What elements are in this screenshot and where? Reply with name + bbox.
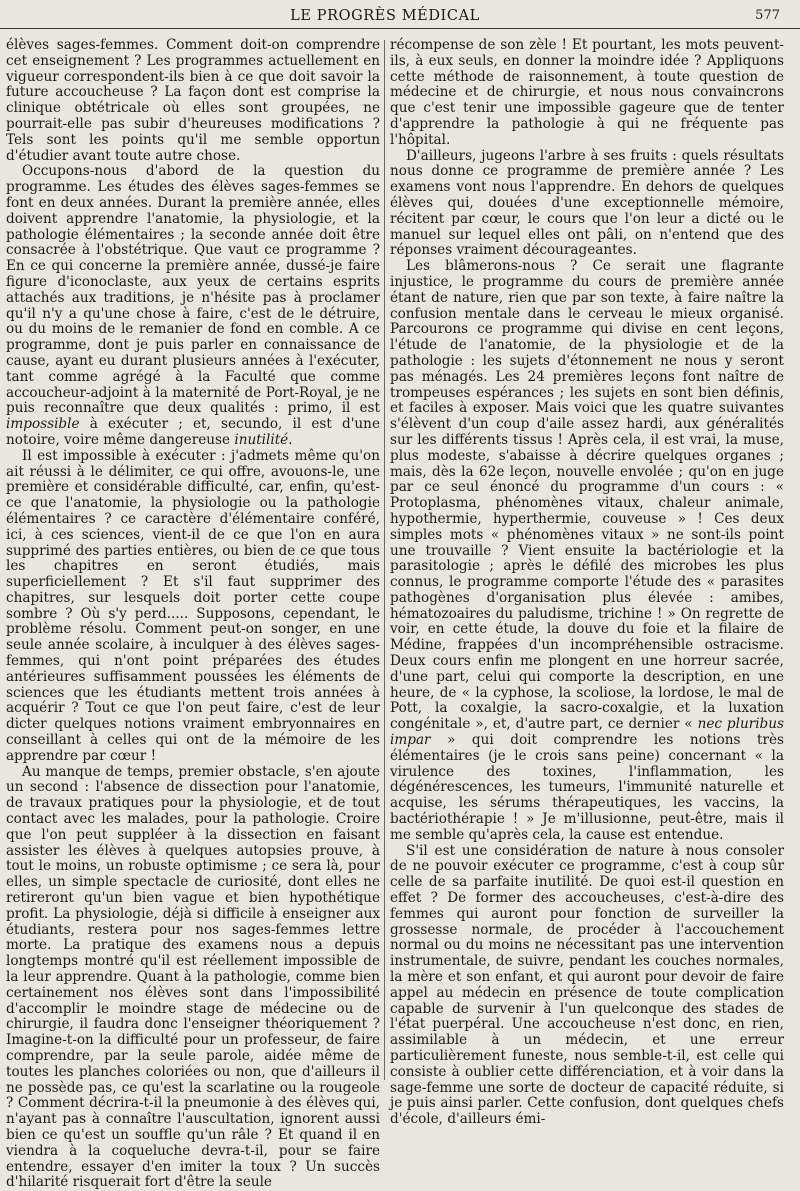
paragraph [6, 164, 380, 448]
paragraph [390, 844, 784, 1128]
page-number: 577 [755, 8, 780, 23]
text-run: Occupons-nous d'abord de la question du programme. Les études des élèves sages-femmes se font en deux années. Durant la première année, elles doivent apprendre l'anatomie, la physiologie, et la pathologie élémentaires ; la seconde année doit être consacrée à l'obstétrique. Que vaut ce programme ? En ce qui concerne la première année, dussé-je faire figure d'iconoclaste, aux yeux de certains esprits attachés aux traditions, je n'hésite pas à proclamer qu'il n'y a qu'une chose à faire, c'est de le détruire, ou du moins de le remanier de fond en comble. A ce programme, dont je puis parler en connaissance de cause, ayant eu durant plusieurs années à l'exécuter, tant comme agrégé à la Faculté que comme accoucheur-adjoint à la maternité de Port-Royal, je ne puis reconnaître que deux qualités : primo, il est [6, 163, 380, 417]
header-rule [0, 28, 800, 29]
paragraph [390, 38, 784, 149]
text-run: Il est impossible à exécuter : j'admets même qu'on ait réussi à le délimiter, ce qui offre, avouons-le, une première et considérable difficulté, car, enfin, qu'est-ce que l'anatomie, la physiologie ou la pathologie élémentaires ? ce caractère d'élémentaire conféré, ici, à ces sciences, vient-il de ce que l'on en aura supprimé des parties entières, ou bien de ce que tous les chapitres en seront étudiés, mais superficiellement ? Et s'il faut supprimer des chapitres, sur lesquels doit porter cette coupe sombre ? Où s'y perd..... Supposons, cependant, le problème résolu. Comment peut-on songer, en une seule année scolaire, à inculquer à des élèves sages-femmes, qui n'ont point préparées des études antérieures suffisamment poussées les éléments de sciences que les étudiants mettent trois années à acquérir ? Tout ce que l'on peut faire, c'est de leur dicter quelques notions vraiment embryonnaires en conseillant à celles qui ont de la mémoire de les apprendre par cœur ! [6, 447, 380, 764]
text-run: Au manque de temps, premier obstacle, s'en ajoute un second : l'absence de dissection pour l'anatomie, de travaux pratiques pour la physiologie, et de tout contact avec les malades, pour la pathologie. Croire que l'on peut suppléer à la dissection en faisant assister les élèves à quelques autopsies prouve, à tout le moins, un robuste optimisme ; ce sera là, pour elles, un simple spectacle de curiosité, dont elles ne retireront qu'un bien vague et bien hypothétique profit. La physiologie, déjà si difficile à enseigner aux étudiants, restera pour nos sages-femmes lettre morte. La pratique des examens nous a depuis longtemps montré qu'il est réellement impossible de la leur apprendre. Quant à la pathologie, comme bien certainement nos élèves sont dans l'impossibilité d'accomplir le moindre stage de médecine ou de chirurgie, il faudra donc l'enseigner théoriquement ? Imagine-t-on la difficulté pour un professeur, de faire comprendre, par la seule parole, aidée même de toutes les planches coloriées ou non, que d'ailleurs il ne possède pas, ce qu'est la scarlatine ou la rougeole ? Comment décrira-t-il la pneumonie à des élèves qui, n'ayant pas à connaître l'auscultation, ignorent aussi bien ce qu'est un souffle qu'un râle ? Et quand il en viendra à la coqueluche devra-t-il, pour se faire entendre, essayer d'en imiter la toux ? Un succès d'hilarité risquerait fort d'être la seule [6, 763, 380, 1191]
text-run: . [288, 431, 293, 448]
right-column [390, 37, 784, 1128]
text-run: D'ailleurs, jugeons l'arbre à ses fruits : quels résultats nous donne ce programme de première année ? Les examens vont nous l'apprendre. En dehors de quelques élèves qui, douées d'une exceptionnelle mémoire, récitent par cœur, le cours que l'on leur a dicté ou le manuel sur lequel elles ont pâli, on n'entend que des réponses vraiment décourageantes. [390, 147, 784, 259]
paragraph [6, 765, 380, 1191]
text-run: élèves sages-femmes. Comment doit-on comprendre cet enseignement ? Les programmes actuellement en vigueur correspondent-ils bien à ce que doit savoir la future accoucheuse ? La façon dont est comprise la clinique obtétricale où elles sont groupées, ne pourrait-elle pas subir d'heureuses modifications ? Tels sont les points qu'il me semble opportun d'étudier avant toute autre chose. [6, 37, 380, 164]
text-run: à exécuter ; et, secundo, il est d'une notoire, voire même dangereuse [6, 416, 380, 448]
text-run: » qui doit comprendre les notions très élémentaires (je le crois sans peine) concernant « la virulence des toxines, l'inflammation, les dégénérescences, les tumeurs, l'immunité naturelle et acquise, les sérums thérapeutiques, les vaccins, la bactériothérapie ! » Je m'illusionne, peut-être, mais il me semble qu'après cela, la cause est entendue. [390, 732, 784, 843]
text-run: Les blâmerons-nous ? Ce serait une flagrante injustice, le programme du cours de première année étant de nature, rien que par son texte, à faire naître la confusion mentale dans le cerveau le mieux organisé. Parcourons ce programme qui divise en cent leçons, l'étude de l'anatomie, de la physiologie et de la pathologie : les sujets d'étonnement ne nous y seront pas ménagés. Les 24 premières leçons font naître de trompeuses espérances ; les sujets en sont bien définis, et faciles à exposer. Mais voici que les quatre suivantes s'élèvent d'un coup d'aile assez hardi, aux généralités sur les différents tissus ! Après cela, il est vrai, la muse, plus modeste, s'abaisse à décrire quelques organes ; mais, dès la 62e leçon, nouvelle envolée ; qu'on en juge par ce seul énoncé du programme d'un cours : « Protoplasma, phénomènes vitaux, chaleur animale, hypothermie, hyperthermie, couveuse » ! Ces deux simples mots « phénomènes vitaux » ne sont-ils point une trouvaille ? Vient ensuite la bactériologie et la parasitologie ; après le défilé des microbes les plus connus, le programme comporte l'étude des « parasites pathogènes d'organisation plus élevée : amibes, hématozoaires du paludisme, trichine ! » On regrette de voir, en cette étude, la douve du foie et la filaire de Médine, frappées d'un incompréhensible ostracisme. Deux cours enfin me plongent en une horreur sacrée, d'une part, celui qui comporte la description, en une heure, de « la cyphose, la scoliose, la lordose, le mal de Pott, la coxalgie, la sacro-coxalgie, et la luxation congénitale », et, d'autre part, ce dernier « [390, 258, 784, 733]
italic-text: inutilité [234, 431, 289, 448]
italic-text: nec pluribus impar [390, 716, 784, 749]
paragraph [6, 38, 380, 164]
page-header [0, 0, 800, 34]
column-divider [384, 40, 385, 1080]
paragraph [6, 449, 380, 765]
text-run: récompense de son zèle ! Et pourtant, les mots peuvent-ils, à eux seuls, en donner la moindre idée ? Appliquons cette méthode de raisonnement, à toute question de médecine et de chirurgie, et nous nous convaincrons que c'est tenir une impossible gageure que de tenter d'apprendre la pathologie à qui ne fréquente pas l'hôpital. [390, 37, 784, 148]
left-column [6, 37, 380, 1191]
running-title: LE PROGRÈS MÉDICAL [290, 8, 480, 24]
paragraph [390, 259, 784, 843]
text-run: S'il est une considération de nature à nous consoler de ne pouvoir exécuter ce programme, c'est à coup sûr celle de sa parfaite inutilité. De quoi est-il question en effet ? De former des accoucheuses, c'est-à-dire des femmes qui auront pour fonction de surveiller la grossesse normale, de procéder à l'accouchement normal ou du moins ne nécessitant pas une intervention instrumentale, de suivre, pendant les couches normales, la mère et son enfant, et qui auront pour devoir de faire appel au médecin en présence de toute complication capable de survenir à l'un quelconque des stades de l'état puerpéral. Une accoucheuse n'est donc, en rien, assimilable à un médecin, et une erreur particulièrement funeste, nous semble-t-il, est celle qui consiste à oublier cette différenciation, et à voir dans la sage-femme une sorte de docteur de capacité réduite, si je puis ainsi parler. Cette confusion, dont quelques chefs d'école, d'ailleurs émi- [390, 842, 784, 1128]
paragraph [390, 149, 784, 260]
italic-text: impossible [6, 416, 80, 433]
